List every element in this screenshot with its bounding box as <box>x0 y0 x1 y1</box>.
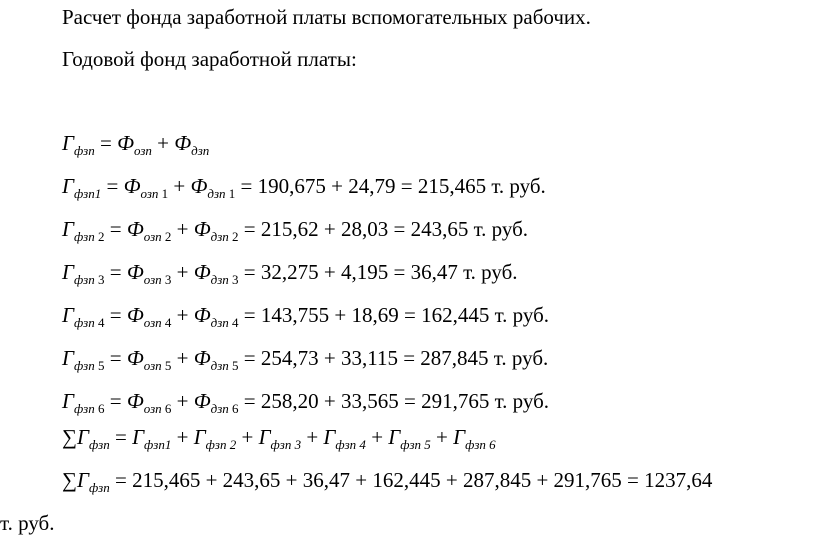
formula-row: $Г_{фзп}$ $_4 = Ф_{озп}$ $_4 + Ф_{дзп}$ $_4$ = 143,755 + 18,69 = 162,445 т. руб. <box>62 303 550 330</box>
sum-value-unit: т. руб. <box>0 511 55 535</box>
heading: Расчет фонда заработной платы вспомогательных рабочих. <box>62 5 591 29</box>
sum-term-subscript: фзп 3 <box>270 437 302 452</box>
formula-row: $Г_{фзп1} = Ф_{озп}$ $_1 + Ф_{дзп}$ $_1$ = 190,675 + 24,79 = 215,465 т. руб. <box>62 174 546 201</box>
general-formula: $Г_{фзп} = Ф_{озп} + Ф_{дзп}$ <box>62 131 210 158</box>
formula-row: $Г_{фзп}$ $_2 = Ф_{озп}$ $_2 + Ф_{дзп}$ $_2$ = 215,62 + 28,03 = 243,65 т. руб. <box>62 217 529 244</box>
sum-term-subscript: фзп 4 <box>335 437 366 452</box>
formula-row: $Г_{фзп}$ $_6 = Ф_{озп}$ $_6 + Ф_{дзп}$ $_6$ = 258,20 + 33,565 = 291,765 т. руб. <box>62 389 550 416</box>
formula-row: $Г_{фзп}$ $_5 = Ф_{озп}$ $_5 + Ф_{дзп}$ $_5$ = 254,73 + 33,115 = 287,845 т. руб. <box>62 346 549 373</box>
sum-term-subscript: фзп 2 <box>205 437 237 452</box>
sum-term-subscript: фзп 5 <box>400 437 431 452</box>
sum-value: $\sum Г_{фзп} = 215,465 + 243,65 + 36,47 + 162,445 + 287,845 + 291,765 = 1237,64$ <box>62 468 713 495</box>
sum-formula: $\sum Г_{фзп} = Г_{фзп1} + Г_{фзп 2} + Г_{фзп 3} + Г_{фзп 4} + Г_{фзп 5} + Г_{фзп 6}$ <box>62 425 496 452</box>
formula-row: $Г_{фзп}$ $_3 = Ф_{озп}$ $_3 + Ф_{дзп}$ $_3$ = 32,275 + 4,195 = 36,47 т. руб. <box>62 260 518 287</box>
sum-term-subscript: фзп1 <box>144 437 172 452</box>
subheading: Годовой фонд заработной платы: <box>62 47 357 71</box>
sum-term-subscript: фзп 6 <box>465 437 496 452</box>
